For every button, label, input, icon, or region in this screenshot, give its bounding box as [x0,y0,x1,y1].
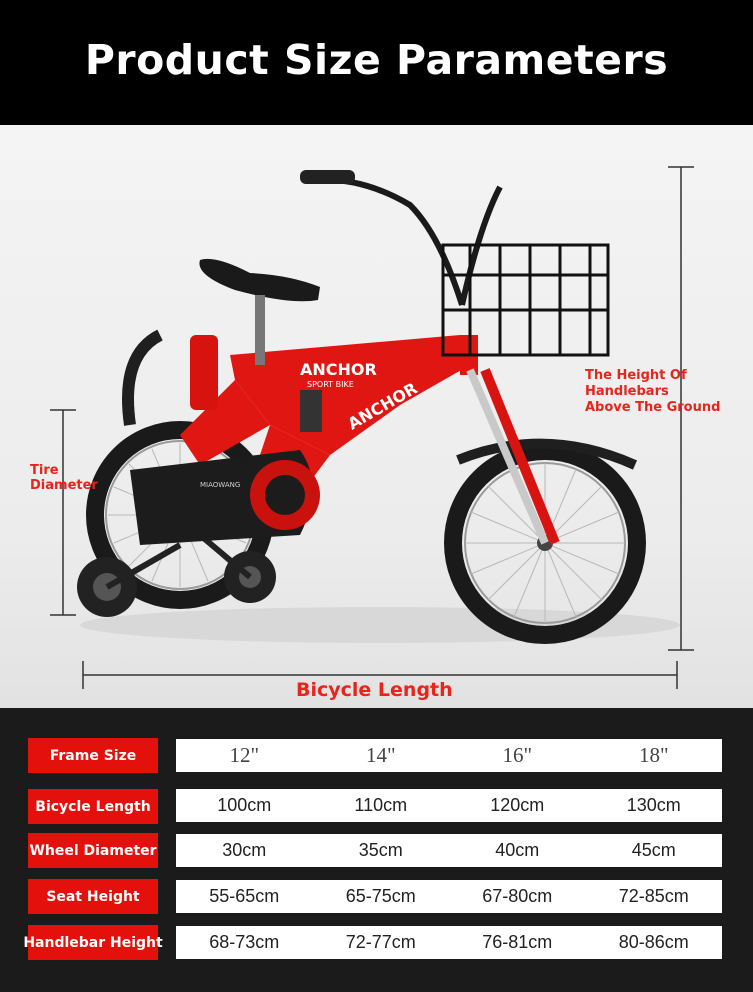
table-cell: 120cm [490,795,545,815]
product-photo [0,125,753,708]
frame-sub-text: SPORT BIKE [307,380,354,389]
handlebar-grip-left [300,170,355,184]
tire-diameter-label-line1: Tire [30,463,59,478]
row-label-frame-size: Frame Size [28,738,158,773]
table-row-seat-height [176,880,722,913]
table-cell: 55-65cm [209,886,280,906]
table-cell: 30cm [222,840,267,860]
table-cell: 76-81cm [482,932,553,952]
table-cell: 68-73cm [209,932,280,952]
table-cell: 110cm [354,795,408,815]
handlebar-height-label [585,368,753,416]
table-cell: 18" [638,743,669,767]
bicycle-length-label: Bicycle Length [296,679,453,701]
rear-shock [300,390,322,432]
row-label-bicycle-length: Bicycle Length [28,789,158,824]
table-row-handlebar-height [176,926,722,959]
table-cell: 35cm [358,840,403,860]
table-row-bicycle-length [176,789,722,822]
table-cell: 67-80cm [482,886,553,906]
table-cell: 40cm [495,840,540,860]
row-label-handlebar-height: Handlebar Height [28,925,158,960]
table-cell: 65-75cm [345,886,416,906]
table-cell: 14" [365,743,396,767]
table-cell: 80-86cm [618,932,689,952]
table-cell: 72-85cm [618,886,689,906]
tire-diameter-label-line2: Diameter [30,478,98,493]
page-title: Product Size Parameters [84,36,669,84]
table-cell: 130cm [626,795,681,815]
size-table [0,708,753,992]
row-label-wheel-diameter: Wheel Diameter [28,833,158,868]
header-banner [0,0,753,125]
table-cell: 12" [229,743,260,767]
table-cell: 100cm [217,795,272,815]
tire-diameter-label [30,463,98,493]
handlebar-height-label-line1: The Height Of Handlebars [585,368,687,399]
bicycle-illustration [0,125,753,708]
frame-brand-text: ANCHOR [300,360,377,379]
rear-mudguard [128,335,160,425]
table-row-frame-size [176,739,722,772]
chainguard-brand: MIAOWANG [200,481,241,489]
water-bottle [190,335,218,410]
table-cell: 16" [502,743,533,767]
table-cell: 45cm [631,840,676,860]
handlebar-height-label-line2: Above The Ground [585,400,721,415]
table-row-wheel-diameter [176,834,722,867]
table-cell: 72-77cm [345,932,416,952]
frame-brand-text-2: ANCHOR [344,378,421,434]
row-label-seat-height: Seat Height [28,879,158,914]
